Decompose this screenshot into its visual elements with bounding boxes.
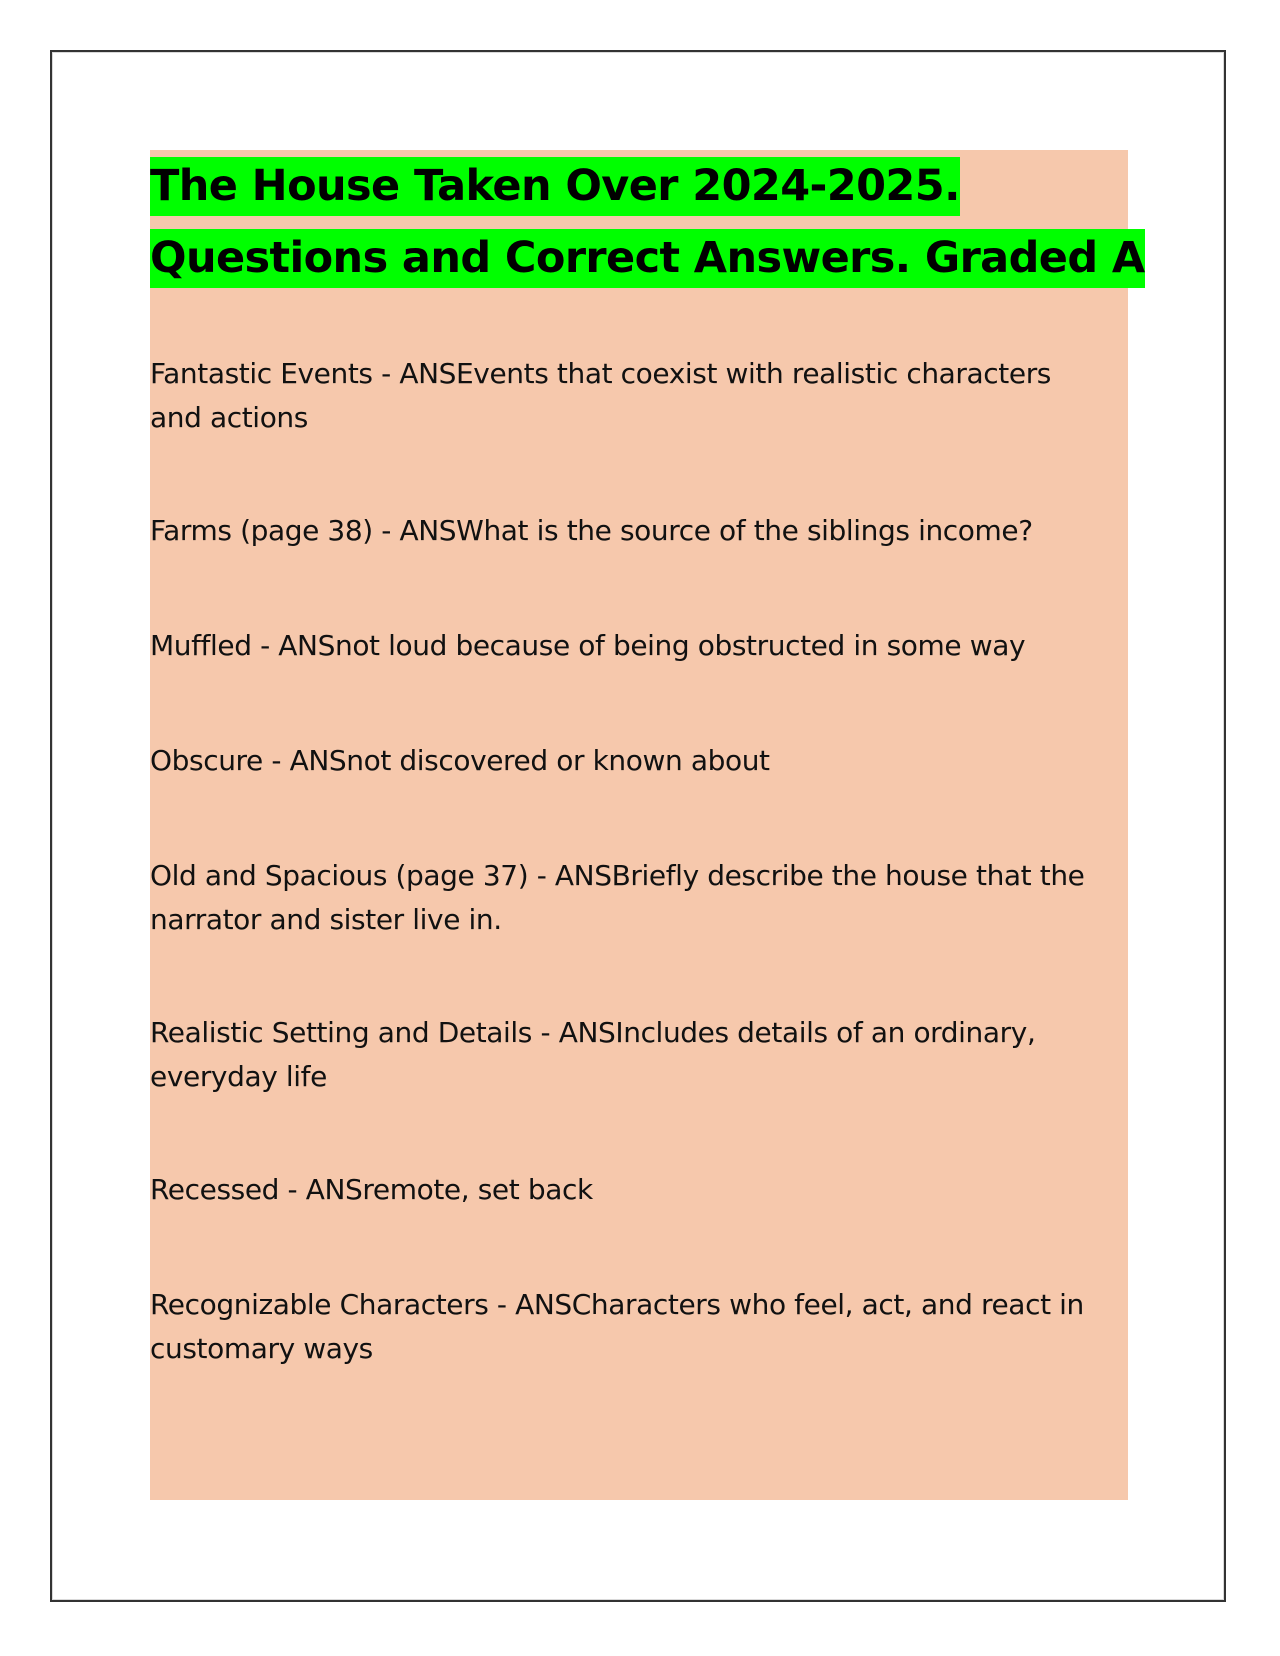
qa-entry: Fantastic Events - ANSEvents that coexist with realistic characters and actions [150,357,1051,434]
title-line-2: Questions and Correct Answers. Graded A [150,229,1145,288]
qa-entry: Muffled - ANSnot loud because of being obstructed in some way [150,629,1026,662]
qa-entry: Old and Spacious (page 37) - ANSBriefly describe the house that the narrator and sister live in. [150,859,1085,936]
title-line-1: The House Taken Over 2024-2025. [150,157,960,216]
qa-entry: Farms (page 38) - ANSWhat is the source of the siblings income? [150,514,1033,547]
qa-entry: Recognizable Characters - ANSCharacters who feel, act, and react in customary ways [150,1288,1084,1365]
qa-entry: Recessed - ANSremote, set back [150,1173,593,1206]
document-title [150,150,1150,294]
qa-entry: Realistic Setting and Details - ANSIncludes details of an ordinary, everyday life [150,1016,1036,1093]
qa-entry: Obscure - ANSnot discovered or known about [150,744,770,777]
